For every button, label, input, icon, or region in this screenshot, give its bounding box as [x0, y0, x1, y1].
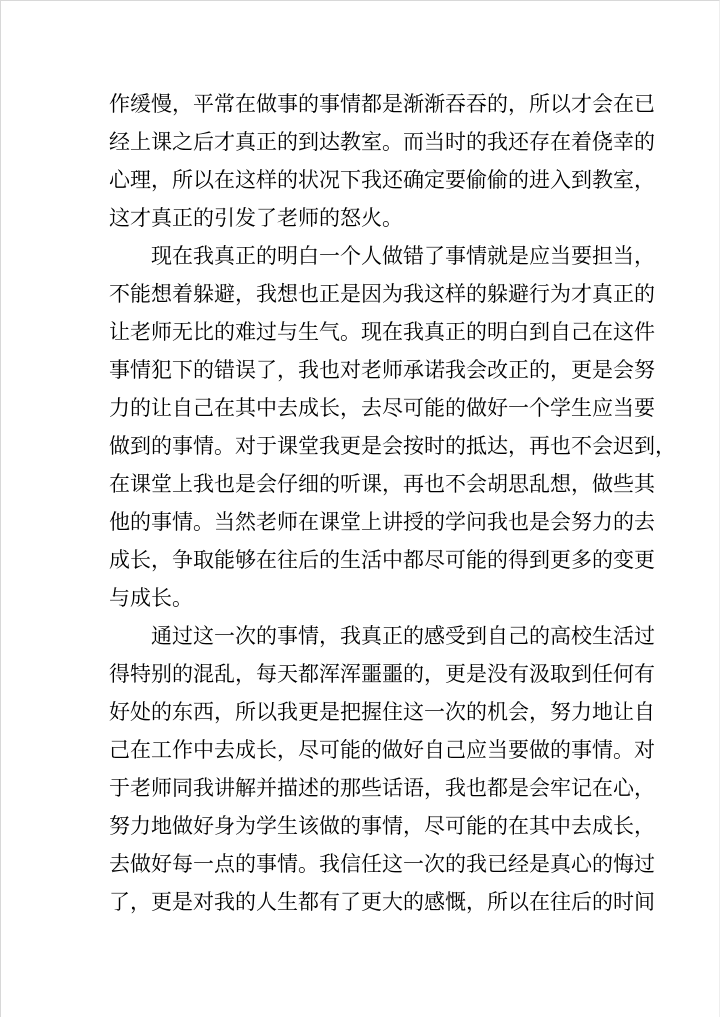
text-line: 经上课之后才真正的到达教室。而当时的我还存在着侥幸的	[109, 130, 655, 154]
text-line: 作缓慢，平常在做事的事情都是渐渐吞吞的，所以才会在已	[109, 92, 655, 116]
text-line: 努力地做好身为学生该做的事情，尽可能的在其中去成长，	[109, 814, 655, 838]
text-line: 去做好每一点的事情。我信任这一次的我已经是真心的悔过	[109, 852, 655, 876]
text-line: 与成长。	[109, 586, 193, 610]
paragraph	[109, 237, 676, 617]
text-line: 事情犯下的错误了，我也对老师承诺我会改正的，更是会努	[109, 358, 655, 382]
text-line: 这才真正的引发了老师的怒火。	[109, 206, 403, 230]
text-line: 做到的事情。对于课堂我更是会按时的抵达，再也不会迟到，	[109, 434, 676, 458]
text-line: 他的事情。当然老师在课堂上讲授的学问我也是会努力的去	[109, 510, 655, 534]
paragraph	[109, 617, 655, 921]
paragraph	[109, 85, 655, 237]
text-line: 在课堂上我也是会仔细的听课，再也不会胡思乱想，做些其	[109, 472, 655, 496]
text-line: 力的让自己在其中去成长，去尽可能的做好一个学生应当要	[109, 396, 655, 420]
text-line: 成长，争取能够在往后的生活中都尽可能的得到更多的变更	[109, 548, 655, 572]
document-body	[109, 85, 676, 921]
text-line: 现在我真正的明白一个人做错了事情就是应当要担当，	[151, 244, 655, 268]
text-line: 己在工作中去成长，尽可能的做好自己应当要做的事情。对	[109, 738, 655, 762]
text-line: 让老师无比的难过与生气。现在我真正的明白到自己在这件	[109, 320, 655, 344]
text-line: 通过这一次的事情，我真正的感受到自己的高校生活过	[151, 624, 655, 648]
text-line: 不能想着躲避，我想也正是因为我这样的躲避行为才真正的	[109, 282, 655, 306]
text-line: 了，更是对我的人生都有了更大的感慨，所以在往后的时间	[109, 890, 655, 914]
text-line: 好处的东西，所以我更是把握住这一次的机会，努力地让自	[109, 700, 655, 724]
text-line: 于老师同我讲解并描述的那些话语，我也都是会牢记在心，	[109, 776, 655, 800]
text-line: 心理，所以在这样的状况下我还确定要偷偷的进入到教室，	[109, 168, 655, 192]
text-line: 得特别的混乱，每天都浑浑噩噩的，更是没有汲取到任何有	[109, 662, 655, 686]
